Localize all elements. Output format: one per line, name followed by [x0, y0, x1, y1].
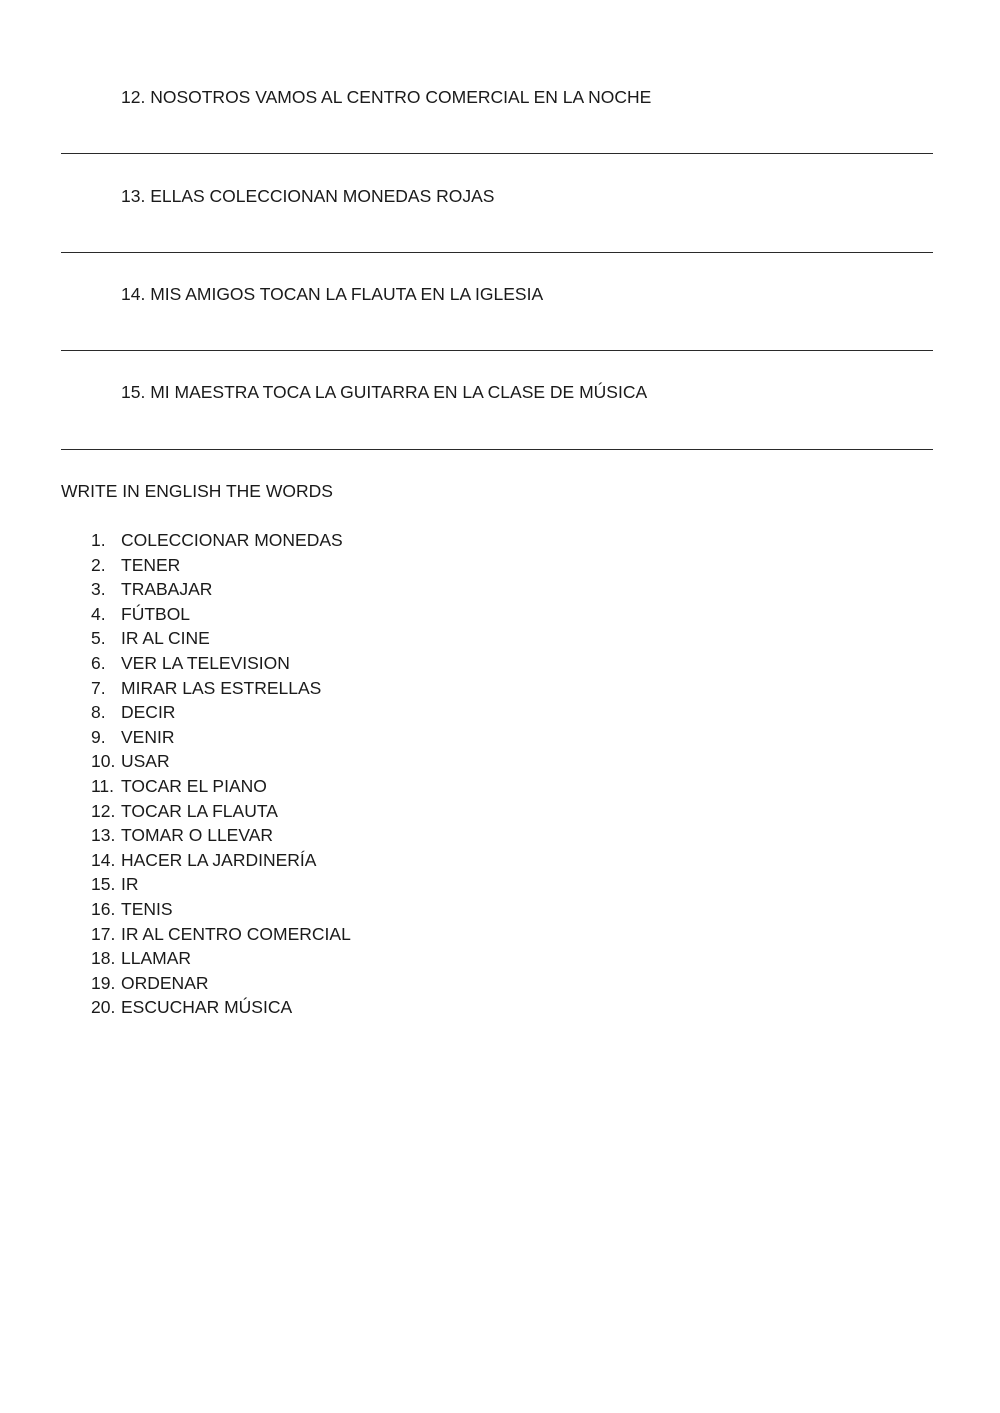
list-item-text: DECIR	[121, 702, 176, 723]
list-item-number: 8.	[91, 702, 106, 723]
list-item-number: 5.	[91, 628, 106, 649]
list-item-number: 19.	[91, 972, 116, 993]
list-item-number: 12.	[91, 800, 116, 821]
list-item-text: FÚTBOL	[121, 603, 191, 624]
sentence-number: 13.	[121, 186, 146, 206]
list-item-text: IR AL CENTRO COMERCIAL	[121, 923, 351, 944]
list-item-number: 18.	[91, 948, 116, 969]
list-item-text: ESCUCHAR MÚSICA	[121, 997, 293, 1018]
list-item-text: VENIR	[121, 726, 175, 747]
list-item-text: VER LA TELEVISION	[121, 652, 290, 673]
section-title: WRITE IN ENGLISH THE WORDS	[61, 481, 333, 501]
list-item-text: TOMAR O LLEVAR	[121, 825, 274, 846]
sentence-number: 12.	[121, 87, 146, 107]
answer-line-12[interactable]	[61, 153, 933, 154]
sentence-14	[121, 283, 543, 305]
list-item-number: 10.	[91, 751, 116, 772]
list-item-number: 15.	[91, 874, 116, 895]
list-item-number: 16.	[91, 898, 116, 919]
answer-line-13[interactable]	[61, 252, 933, 253]
list-item-number: 13.	[91, 825, 116, 846]
list-item-text: ORDENAR	[121, 972, 209, 993]
list-item-text: TOCAR LA FLAUTA	[121, 800, 278, 821]
list-item-text: TENER	[121, 554, 181, 575]
answer-line-15[interactable]	[61, 449, 933, 450]
sentence-text: MIS AMIGOS TOCAN LA FLAUTA EN LA IGLESIA	[150, 284, 544, 304]
list-item-number: 9.	[91, 726, 106, 747]
sentence-text: ELLAS COLECCIONAN MONEDAS ROJAS	[150, 186, 495, 206]
list-item-text: TENIS	[121, 898, 173, 919]
list-item-number: 11.	[91, 775, 115, 796]
list-item-text: USAR	[121, 751, 170, 772]
list-item-number: 17.	[91, 923, 116, 944]
list-item-number: 3.	[91, 579, 106, 600]
list-item-number: 4.	[91, 603, 106, 624]
list-item-text: TOCAR EL PIANO	[121, 775, 267, 796]
list-item-number: 20.	[91, 997, 116, 1018]
sentence-text: NOSOTROS VAMOS AL CENTRO COMERCIAL EN LA NOCHE	[150, 87, 652, 107]
sentence-12	[121, 86, 651, 108]
list-item-number: 14.	[91, 849, 116, 870]
list-item-number: 7.	[91, 677, 106, 698]
list-item-text: TRABAJAR	[121, 579, 213, 600]
sentence-13	[121, 185, 494, 207]
list-item-number: 2.	[91, 554, 106, 575]
sentence-15	[121, 381, 647, 403]
sentence-text: MI MAESTRA TOCA LA GUITARRA EN LA CLASE DE MÚSICA	[150, 382, 648, 402]
list-item-text: MIRAR LAS ESTRELLAS	[121, 677, 322, 698]
list-item-text: LLAMAR	[121, 948, 192, 969]
list-item-text: IR	[121, 874, 139, 895]
list-item-number: 1.	[91, 530, 106, 550]
list-item-text: COLECCIONAR MONEDAS	[121, 530, 343, 550]
sentence-number: 14.	[121, 284, 146, 304]
list-item-text: IR AL CINE	[121, 628, 210, 649]
sentence-number: 15.	[121, 382, 146, 402]
list-item-text: HACER LA JARDINERÍA	[121, 849, 317, 870]
list-item-number: 6.	[91, 652, 106, 673]
answer-line-14[interactable]	[61, 350, 933, 351]
